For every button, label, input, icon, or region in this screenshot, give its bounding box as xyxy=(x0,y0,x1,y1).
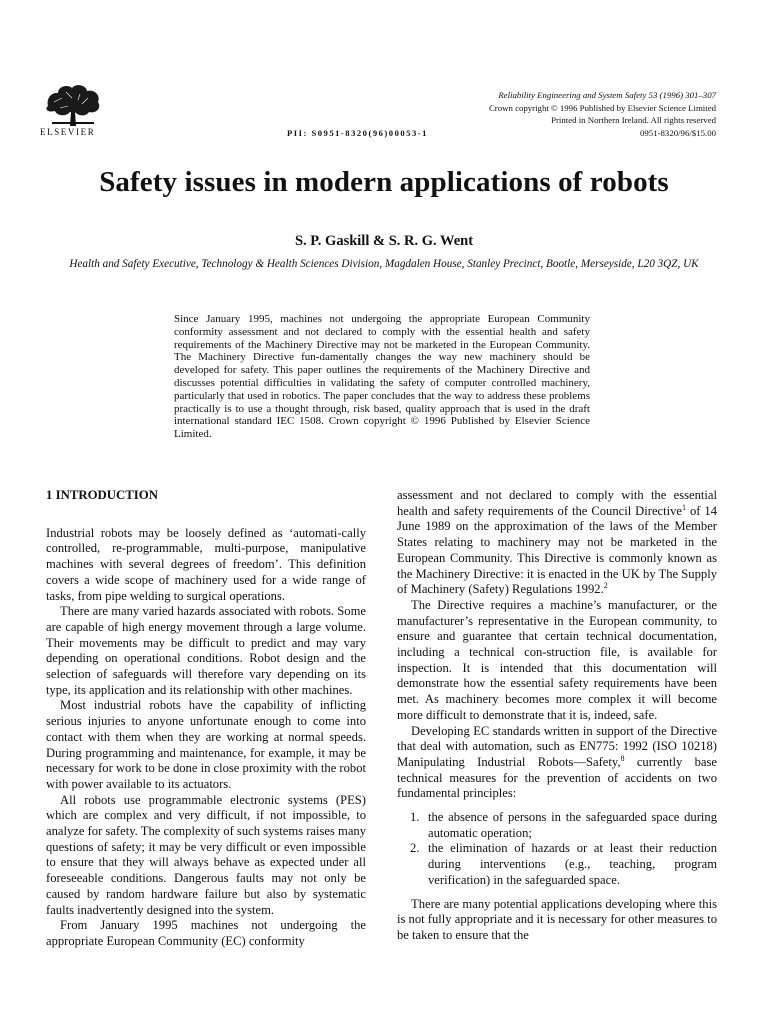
authors: S. P. Gaskill & S. R. G. Went xyxy=(294,233,474,249)
body-paragraph: Industrial robots may be loosely defined as ‘automati-cally controlled, re-programmable, multi-purpose, manipulative machines with several degrees of freedom’. This definition covers a wide scope of machinery used for a wide range of tasks, from pipe welding to surgical operations. xyxy=(46,525,366,603)
list-item xyxy=(397,841,717,888)
list-number: 1. xyxy=(410,810,420,825)
body-paragraph xyxy=(397,724,717,803)
text-run: assessment and not declared to comply with the essential health and safety requirements of the Council Directive xyxy=(397,488,717,518)
elsevier-tree-logo-icon xyxy=(44,82,102,126)
pii-code: PII: S0951-8320(96)00053-1 xyxy=(287,128,428,138)
body-paragraph: There are many potential applications developing where this is not fully appropriate and it is necessary for other measures to be taken to ensure that the xyxy=(397,896,717,942)
body-paragraph: The Directive requires a machine’s manufacturer, or the manufacturer’s representative in the European community, to ensure and guarantee that certain technical documentation, including a technical con-struction file, is available for inspection. It is intended that this documentation will demonstrate how the essential safety requirements have been met. As machinery becomes more complex it will become more difficult to demonstrate that it is, indeed, safe. xyxy=(397,597,717,722)
text-run: Developing EC standards written in support of the Directive that deal with automation, such as EN775: 1992 (ISO 10218) Manipulating Industrial Robots—Safety, xyxy=(397,723,717,769)
publisher-name: ELSEVIER xyxy=(40,127,96,137)
journal-citation: Reliability Engineering and System Safety 53 (1996) 301–307 xyxy=(498,90,716,100)
citation-ref[interactable]: 2 xyxy=(603,581,608,591)
text-run: of 14 June 1989 on the approximation of the laws of the Member States relating to machinery may not be marketed in the European Community. This Directive is commonly known as the Machinery Directive: it is enacted in the UK by The Supply of Machinery (Safety) Regulations 1992. xyxy=(397,503,717,597)
body-paragraph: From January 1995 machines not undergoing the appropriate European Community (EC) conformity xyxy=(46,918,366,948)
list-text: the absence of persons in the safeguarded space during automatic operation; xyxy=(428,810,717,840)
journal-info xyxy=(489,89,716,139)
list-item xyxy=(397,810,717,841)
citation-ref[interactable]: 8 xyxy=(620,753,625,763)
body-paragraph: Most industrial robots have the capability of inflicting serious injuries to anyone unfortunate enough to come into contact with them when they are working at normal speeds. During programming and maintenance, for example, it may be necessary for work to be done in close proximity with the robot with power available to its actuators. xyxy=(46,698,367,791)
list-text: the elimination of hazards or at least their reduction during interventions (e.g., teaching, program verification) in the safeguarded space. xyxy=(428,841,717,887)
body-paragraph: All robots use programmable electronic systems (PES) which are complex and very difficult, if not impossible, to analyze for safety. The complexity of such systems raises many questions of safety; it may be very difficult or even impossible to ensure that they will always behave as expected under all foreseeable conditions. Dangerous faults may not only be caused by random hardware failure but also by systematic faults inadvertently designed into the system. xyxy=(46,792,366,917)
copyright-line: Crown copyright © 1996 Published by Elsevier Science Limited xyxy=(488,102,716,113)
principles-list xyxy=(397,810,717,889)
paper-title: Safety issues in modern applications of robots xyxy=(99,166,669,198)
affiliation: Health and Safety Executive, Technology & Health Sciences Division, Magdalen House, Stanley Precinct, Bootle, Merseyside, L20 3QZ, UK xyxy=(69,258,699,270)
publisher-logo xyxy=(40,82,110,137)
list-number: 2. xyxy=(410,841,420,856)
left-column xyxy=(46,488,366,950)
section-heading: 1 INTRODUCTION xyxy=(46,488,158,502)
printed-line: Printed in Northern Ireland. All rights reserved xyxy=(551,115,716,126)
citation-ref[interactable]: 1 xyxy=(682,502,687,512)
body-paragraph: There are many varied hazards associated with robots. Some are capable of high energy movement through a large volume. Their movements may be difficult to predict and may vary depending on operational conditions. Robot design and the selection of safeguards will therefore vary depending on its type, its application and its relationship with other machines. xyxy=(46,604,366,697)
body-paragraph xyxy=(397,488,717,598)
right-column xyxy=(397,488,717,944)
abstract: Since January 1995, machines not undergoing the appropriate European Community conformity assessment and not declared to comply with the essential health and safety requirements of the Machinery Directive may not be marketed in the European Community. The Machinery Directive fun-damentally changes the way new machinery should be developed for safety. This paper outlines the requirements of the Machinery Directive and discusses potential difficulties in validating the safety of computer controlled machinery, particularly that used in robotics. The paper concludes that the way to address these problems practically is to use a thought through, risk based, quality approach that is used in the draft international standard IEC 1508. Crown copyright © 1996 Published by Elsevier Science Limited. xyxy=(174,313,590,441)
issn-price: 0951-8320/96/$15.00 xyxy=(640,127,716,138)
text-run: currently base technical measures for the prevention of accidents on two fundamental principles: xyxy=(397,754,717,801)
